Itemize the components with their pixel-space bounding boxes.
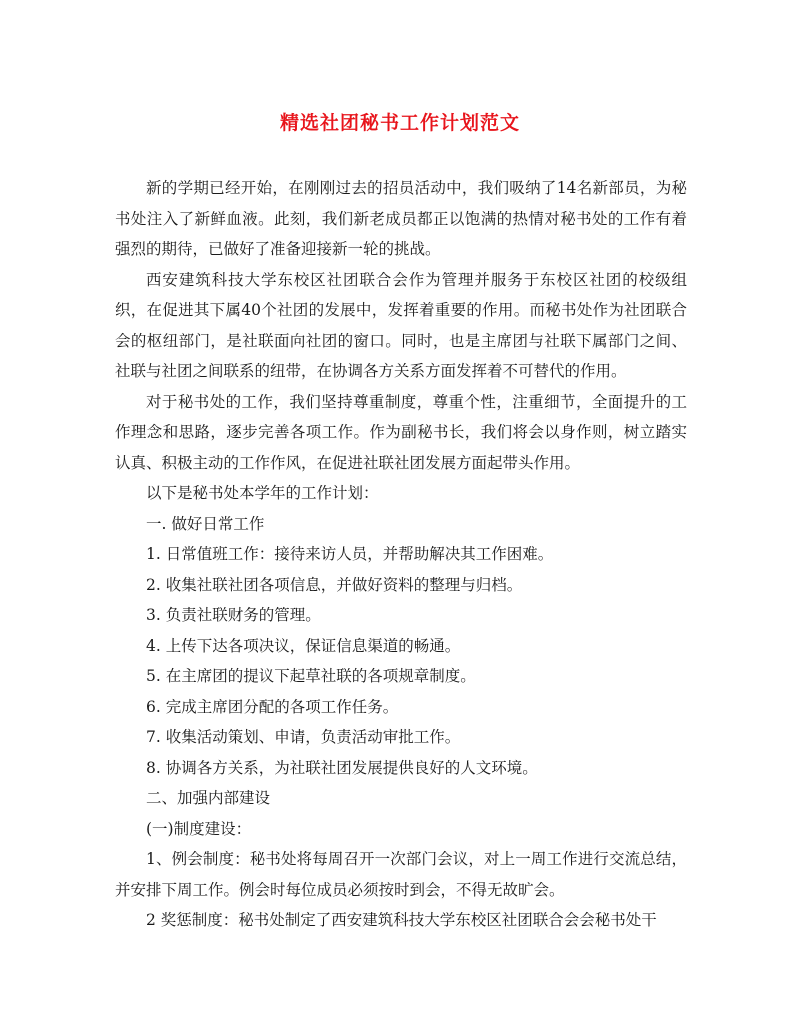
list-item: 6. 完成主席团分配的各项工作任务。 (146, 697, 399, 716)
section-heading: 二、加强内部建设 (146, 789, 271, 807)
rule-paragraph: 2 奖惩制度：秘书处制定了西安建筑科技大学东校区社团联合会会秘书处干 (146, 911, 657, 929)
section-heading: 一. 做好日常工作 (146, 514, 265, 533)
list-item: 5. 在主席团的提议下起草社联的各项规章制度。 (146, 667, 476, 685)
intro-paragraph: 新的学期已经开始，在刚刚过去的招员活动中，我们吸纳了14名新部员，为秘书处注入了新鲜血液。此刻，我们新老成员都正以饱满的热情对秘书处的工作有着强烈的期待，已做好了准备迎接新一轮的挑战。 (115, 179, 687, 258)
document-body (115, 173, 687, 936)
rule-paragraph: 1、例会制度：秘书处将每周召开一次部门会议，对上一周工作进行交流总结，并安排下周工作。例会时每位成员必须按时到会，不得无故旷会。 (115, 850, 687, 899)
intro-paragraph: 西安建筑科技大学东校区社团联合会作为管理并服务于东校区社团的校级组织，在促进其下属40个社团的发展中，发挥着重要的作用。而秘书处作为社团联合会的枢纽部门，是社联面向社团的窗口。同时，也是主席团与社联下属部门之间、社联与社团之间联系的纽带，在协调各方关系方面发挥着不可替代的作用。 (115, 270, 687, 380)
list-item: 8. 协调各方关系，为社联社团发展提供良好的人文环境。 (146, 758, 538, 777)
subsection-heading: (一)制度建设： (146, 819, 252, 838)
list-item: 7. 收集活动策划、申请，负责活动审批工作。 (146, 728, 461, 746)
document-title: 精选社团秘书工作计划范文 (279, 112, 520, 134)
list-item: 2. 收集社联社团各项信息，并做好资料的整理与归档。 (146, 575, 523, 594)
intro-paragraph: 以下是秘书处本学年的工作计划： (146, 484, 379, 502)
list-item: 3. 负责社联财务的管理。 (146, 606, 321, 624)
intro-paragraph: 对于秘书处的工作，我们坚持尊重制度，尊重个性，注重细节，全面提升的工作理念和思路，逐步完善各项工作。作为副秘书长，我们将会以身作则，树立踏实认真、积极主动的工作作风，在促进社联社团发展方面起带头作用。 (115, 392, 687, 472)
list-item: 4. 上传下达各项决议，保证信息渠道的畅通。 (146, 636, 461, 655)
list-item: 1. 日常值班工作：接待来访人员，并帮助解决其工作困难。 (146, 545, 554, 563)
